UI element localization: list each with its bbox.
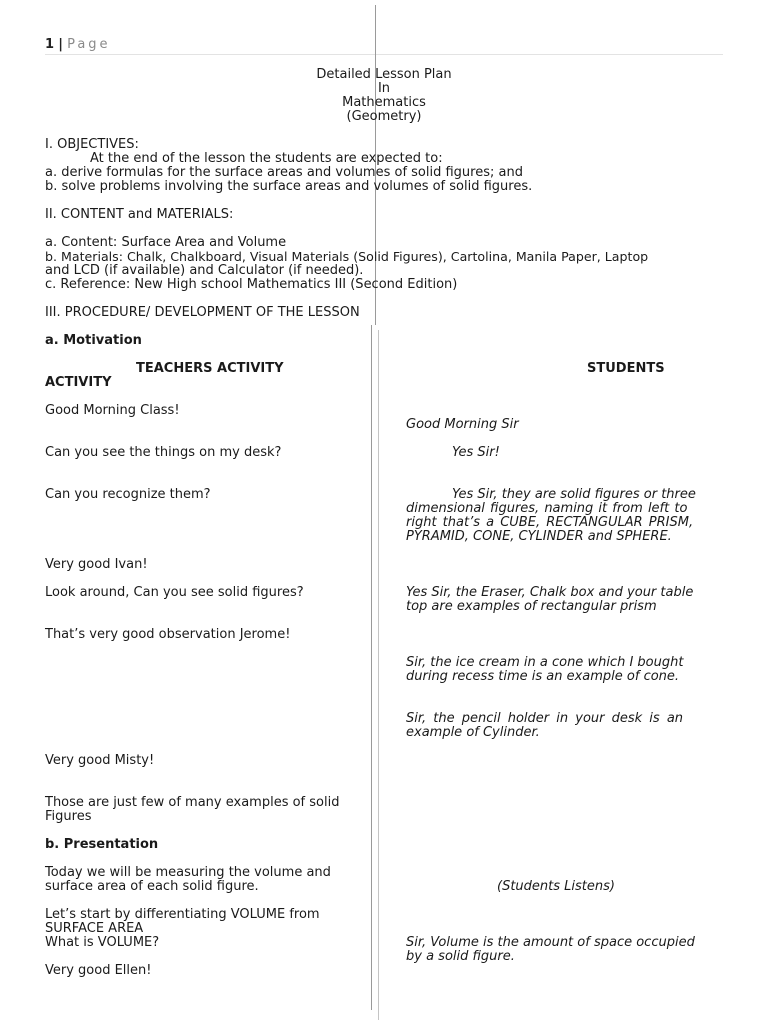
page-header (45, 38, 111, 52)
student-line-8a: Sir, Volume is the amount of space occupied (406, 935, 695, 950)
objective-a: a. derive formulas for the surface areas and volumes of solid figures; and (45, 165, 523, 180)
title-line-3: Mathematics (342, 95, 426, 110)
teacher-line-6: That’s very good observation Jerome! (45, 627, 291, 642)
content-c: c. Reference: New High school Mathematics III (Second Edition) (45, 277, 458, 292)
student-line-3d: PYRAMID, CONE, CYLINDER and SPHERE. (406, 529, 672, 544)
student-line-4b: top are examples of rectangular prism (406, 599, 657, 614)
content-heading: II. CONTENT and MATERIALS: (45, 207, 234, 222)
teacher-line-8a: Those are just few of many examples of solid (45, 795, 340, 810)
teacher-line-12: Very good Ellen! (45, 963, 152, 978)
student-line-2: Yes Sir! (452, 445, 500, 460)
fold-line-lower (371, 325, 372, 1010)
teacher-line-7: Very good Misty! (45, 753, 155, 768)
content-a: a. Content: Surface Area and Volume (45, 235, 287, 250)
student-line-4a: Yes Sir, the Eraser, Chalk box and your table (406, 585, 694, 600)
student-line-6a: Sir, the pencil holder in your desk is an (406, 711, 684, 726)
teacher-line-1: Good Morning Class! (45, 403, 180, 418)
page-number: 1 (45, 37, 55, 52)
objectives-heading: I. OBJECTIVES: (45, 137, 139, 152)
teacher-line-8b: Figures (45, 809, 92, 824)
teacher-line-9a: Today we will be measuring the volume and (45, 865, 331, 880)
student-line-3b: dimensional figures, naming it from left to (406, 501, 688, 516)
content-b-line2: and LCD (if available) and Calculator (if needed). (45, 263, 364, 278)
content-b-line1: b. Materials: Chalk, Chalkboard, Visual Materials (Solid Figures), Cartolina, Manila Paper, Laptop (45, 249, 649, 264)
teacher-line-3: Can you recognize them? (45, 487, 211, 502)
teacher-line-2: Can you see the things on my desk? (45, 445, 282, 460)
student-line-6b: example of Cylinder. (406, 725, 540, 740)
page-word: Page (67, 37, 111, 52)
student-line-3c: right that’s a CUBE, RECTANGULAR PRISM, (406, 515, 694, 530)
students-column-header: STUDENTS (587, 361, 665, 376)
activity-column-header: ACTIVITY (45, 375, 112, 390)
teacher-line-4: Very good Ivan! (45, 557, 148, 572)
title-line-2: In (377, 81, 391, 96)
title-line-1: Detailed Lesson Plan (316, 67, 452, 82)
motivation-heading: a. Motivation (45, 333, 142, 348)
teacher-line-5: Look around, Can you see solid figures? (45, 585, 304, 600)
procedure-heading: III. PROCEDURE/ DEVELOPMENT OF THE LESSON (45, 305, 360, 320)
student-line-5a: Sir, the ice cream in a cone which I bought (406, 655, 684, 670)
student-line-3a: Yes Sir, they are solid figures or three (452, 487, 696, 502)
title-line-4: (Geometry) (346, 109, 422, 124)
objective-b: b. solve problems involving the surface areas and volumes of solid figures. (45, 179, 533, 194)
student-line-5b: during recess time is an example of cone. (406, 669, 680, 684)
teacher-line-9b: surface area of each solid figure. (45, 879, 259, 894)
presentation-heading: b. Presentation (45, 837, 159, 852)
student-line-7: (Students Listens) (497, 879, 615, 894)
student-line-8b: by a solid figure. (406, 949, 515, 964)
objectives-intro: At the end of the lesson the students are expected to: (90, 151, 443, 166)
teacher-line-11: What is VOLUME? (45, 935, 160, 950)
page-separator: | (58, 37, 63, 52)
fold-line-shadow (378, 330, 379, 1020)
teacher-line-10b: SURFACE AREA (45, 921, 144, 936)
student-line-1: Good Morning Sir (406, 417, 519, 432)
teacher-line-10a: Let’s start by differentiating VOLUME from (45, 907, 320, 922)
teacher-column-header: TEACHERS ACTIVITY (136, 361, 284, 376)
header-rule (45, 54, 723, 55)
